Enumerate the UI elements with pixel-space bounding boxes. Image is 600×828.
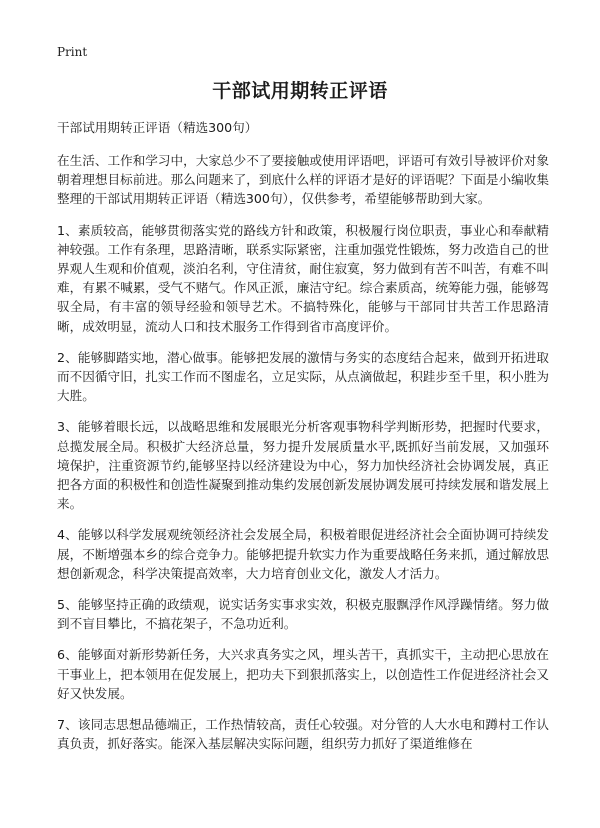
document-title: 干部试用期转正评语 <box>212 80 388 102</box>
comment-paragraph-1: 1、素质较高，能够贯彻落实党的路线方针和政策，积极履行岗位职责，事业心和奉献精神较强。工作有条理，思路清晰，联系实际紧密，注重加强党性锻炼，努力改造自己的世界观人生观和价值观，淡泊名利，守住清贫，耐住寂寞，努力做到有苦不叫苦，有难不叫难，有累不喊累，受气不赌气。作风正派，廉洁守纪。综合素质高，统筹能力强，能够驾驭全局，有丰富的领导经验和领导艺术。不搞特殊化，能够与干部同甘共苦工作思路清晰，成效明显，流动人口和技术服务工作得到省市高度评价。 <box>57 222 549 334</box>
intro-paragraph: 在生活、工作和学习中，大家总少不了要接触或使用评语吧，评语可有效引导被评价对象朝着理想目标前进。那么问题来了，到底什么样的评语才是好的评语呢？下面是小编收集整理的干部试用期转正评语（精选300句），仅供参考，希望能够帮助到大家。 <box>57 153 549 207</box>
document-subtitle: 干部试用期转正评语（精选300句） <box>57 120 258 135</box>
document-body <box>57 118 549 765</box>
comment-paragraph-4: 4、能够以科学发展观统领经济社会发展全局，积极着眼促进经济社会全面协调可持续发展，不断增强本乡的综合竞争力。能够把提升软实力作为重要战略任务来抓，通过解放思想创新观念，科学决策提高效率，大力培育创业文化，激发人才活力。 <box>57 527 549 581</box>
comment-paragraph-6: 6、能够面对新形势新任务，大兴求真务实之风，埋头苦干，真抓实干，主动把心思放在干事业上，把本领用在促发展上，把功夫下到狠抓落实上，以创造性工作促进经济社会又好又快发展。 <box>57 647 549 701</box>
comment-paragraph-3: 3、能够着眼长远，以战略思维和发展眼光分析客观事物科学判断形势，把握时代要求，总揽发展全局。积极扩大经济总量，努力提升发展质量水平,既抓好当前发展，又加强环境保护，注重资源节约,能够坚持以经济建设为中心，努力加快经济社会协调发展，真正把各方面的积极性和创造性凝聚到推动集约发展创新发展协调发展可持续发展和谐发展上来。 <box>57 419 549 512</box>
print-link[interactable]: Print <box>57 45 88 59</box>
comment-paragraph-5: 5、能够坚持正确的政绩观，说实话务实事求实效，积极克服飘浮作风浮躁情绪。努力做到不盲目攀比，不搞花架子，不急功近利。 <box>57 597 549 632</box>
comment-paragraph-2: 2、能够脚踏实地，潜心做事。能够把发展的激情与务实的态度结合起来，做到开拓进取而不因循守旧，扎实工作而不图虚名，立足实际，从点滴做起，积跬步至千里，积小胜为大胜。 <box>57 349 549 404</box>
comment-paragraph-7: 7、该同志思想品德端正，工作热情较高，责任心较强。对分管的人大水电和蹲村工作认真负责，抓好落实。能深入基层解决实际问题，组织劳力抓好了渠道维修在 <box>57 717 549 752</box>
